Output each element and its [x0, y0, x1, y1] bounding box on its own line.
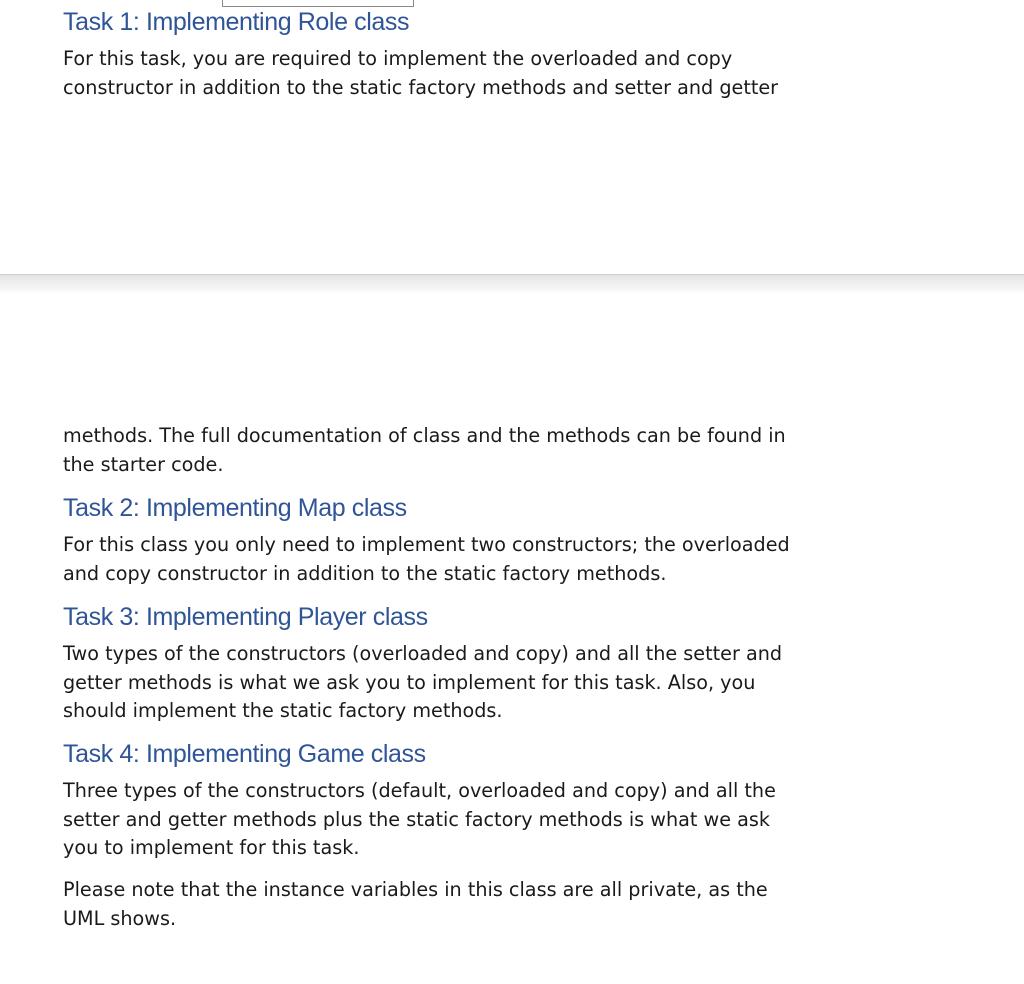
page-break: [0, 274, 1024, 294]
text-line: constructor in addition to the static factory methods and setter and getter: [63, 75, 779, 99]
text-line: getter methods is what we ask you to implement for this task. Also, you: [63, 670, 756, 694]
text-line: Please note that the instance variables in this class are all private, as the: [63, 878, 768, 901]
text-line: Three types of the constructors (default, overloaded and copy) and all the: [63, 779, 776, 802]
task-3-paragraph: [63, 640, 782, 726]
task-2-heading: Task 2: Implementing Map class: [63, 494, 407, 522]
task-1-paragraph-part-1: [63, 45, 778, 102]
text-line: For this task, you are required to implement the overloaded and copy: [63, 47, 733, 70]
text-line: methods. The full documentation of class and the methods can be found in: [63, 424, 786, 447]
text-line: and copy constructor in addition to the static factory methods.: [63, 561, 667, 585]
text-line: the starter code.: [63, 452, 224, 476]
note-paragraph: [63, 876, 768, 933]
text-line: should implement the static factory methods.: [63, 699, 503, 723]
text-line: setter and getter methods plus the static factory methods is what we ask: [63, 807, 770, 831]
text-line: For this class you only need to implement two constructors; the overloaded: [63, 533, 790, 556]
task-1-heading: Task 1: Implementing Role class: [63, 8, 410, 36]
text-line: you to implement for this task.: [63, 836, 360, 860]
text-line: Two types of the constructors (overloaded and copy) and all the setter and: [63, 642, 783, 665]
text-line: UML shows.: [63, 906, 177, 930]
task-4-heading: Task 4: Implementing Game class: [63, 740, 426, 768]
task-1-paragraph-part-2: [63, 422, 786, 479]
document-page-1: [0, 0, 1024, 274]
task-2-paragraph: [63, 531, 790, 588]
table-cell-border: [222, 0, 414, 7]
task-3-heading: Task 3: Implementing Player class: [63, 603, 428, 631]
task-4-paragraph: [63, 777, 776, 863]
